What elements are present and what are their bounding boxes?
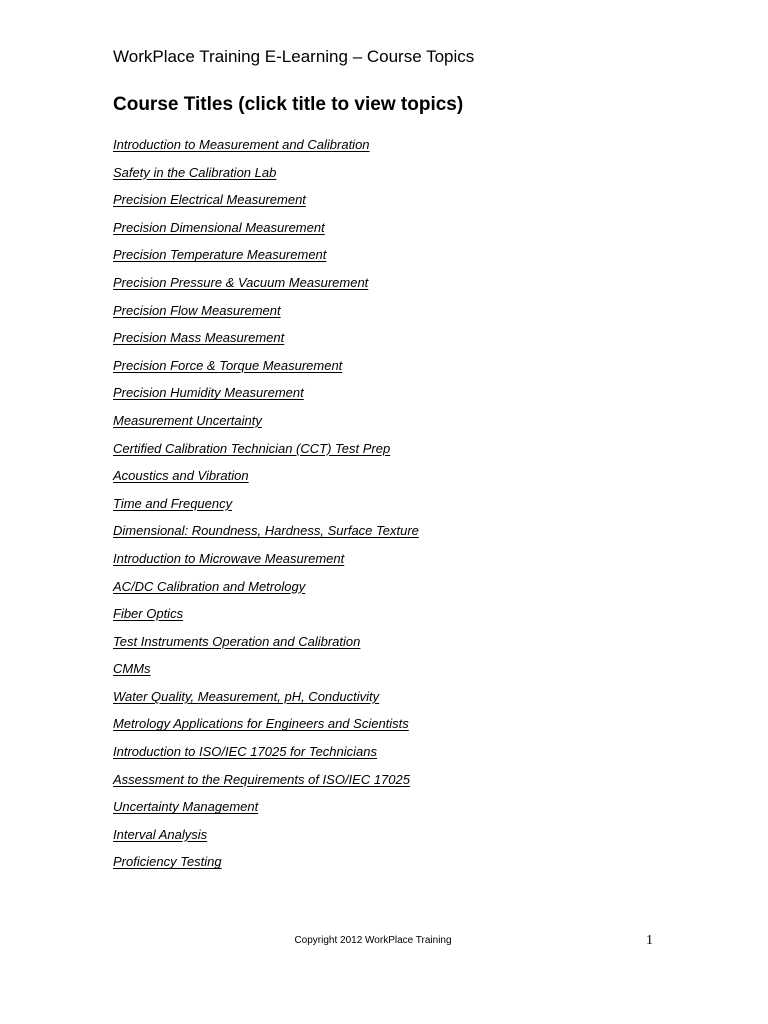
course-link-precision-temperature-measurement[interactable]: Precision Temperature Measurement — [113, 247, 327, 263]
course-titles-heading: Course Titles (click title to view topics) — [113, 94, 464, 115]
list-item — [113, 660, 419, 688]
course-link-dimensional-roundness-hardness-surface-texture[interactable]: Dimensional: Roundness, Hardness, Surface Texture — [113, 523, 419, 539]
list-item — [113, 329, 419, 357]
list-item — [113, 771, 419, 799]
list-item — [113, 384, 419, 412]
list-item — [113, 412, 419, 440]
list-item — [113, 578, 419, 606]
course-link-precision-electrical-measurement[interactable]: Precision Electrical Measurement — [113, 192, 306, 208]
list-item — [113, 467, 419, 495]
course-link-precision-dimensional-measurement[interactable]: Precision Dimensional Measurement — [113, 219, 325, 235]
list-item — [113, 522, 419, 550]
course-link-assessment-to-requirements-of-iso-iec-17025[interactable]: Assessment to the Requirements of ISO/IEC 17025 — [113, 771, 410, 787]
list-item — [113, 633, 419, 661]
list-item — [113, 357, 419, 385]
list-item — [113, 191, 419, 219]
list-item — [113, 219, 419, 247]
course-link-uncertainty-management[interactable]: Uncertainty Management — [113, 799, 259, 815]
course-link-precision-flow-measurement[interactable]: Precision Flow Measurement — [113, 302, 281, 318]
list-item — [113, 688, 419, 716]
course-link-introduction-to-measurement-and-calibration[interactable]: Introduction to Measurement and Calibration — [113, 137, 370, 152]
course-link-cmms[interactable]: CMMs — [113, 661, 151, 677]
list-item — [113, 715, 419, 743]
course-link-measurement-uncertainty[interactable]: Measurement Uncertainty — [113, 412, 262, 428]
document-header: WorkPlace Training E-Learning – Course Topics — [113, 47, 475, 66]
course-link-introduction-to-iso-iec-17025-for-technicians[interactable]: Introduction to ISO/IEC 17025 for Technicians — [113, 744, 378, 760]
list-item — [113, 743, 419, 771]
course-link-acdc-calibration-and-metrology[interactable]: AC/DC Calibration and Metrology — [113, 578, 306, 594]
list-item — [113, 246, 419, 274]
course-link-precision-force-torque-measurement[interactable]: Precision Force & Torque Measurement — [113, 357, 343, 373]
course-link-precision-mass-measurement[interactable]: Precision Mass Measurement — [113, 330, 285, 346]
course-list — [113, 136, 419, 881]
list-item — [113, 853, 419, 881]
course-link-metrology-applications-for-engineers-and-scientists[interactable]: Metrology Applications for Engineers and Scientists — [113, 716, 409, 732]
list-item — [113, 440, 419, 468]
course-link-test-instruments-operation-and-calibration[interactable]: Test Instruments Operation and Calibration — [113, 633, 361, 649]
course-link-water-quality-measurement-ph-conductivity[interactable]: Water Quality, Measurement, pH, Conductivity — [113, 688, 380, 704]
course-link-proficiency-testing[interactable]: Proficiency Testing — [113, 854, 222, 870]
list-item — [113, 826, 419, 854]
list-item — [113, 136, 419, 164]
footer-copyright: Copyright 2012 WorkPlace Training — [294, 935, 452, 946]
page-number: 1 — [646, 933, 653, 948]
course-link-fiber-optics[interactable]: Fiber Optics — [113, 606, 184, 622]
list-item — [113, 274, 419, 302]
course-link-time-and-frequency[interactable]: Time and Frequency — [113, 495, 233, 511]
list-item — [113, 302, 419, 330]
course-link-interval-analysis[interactable]: Interval Analysis — [113, 826, 208, 842]
course-link-introduction-to-microwave-measurement[interactable]: Introduction to Microwave Measurement — [113, 550, 345, 566]
list-item — [113, 495, 419, 523]
course-link-precision-humidity-measurement[interactable]: Precision Humidity Measurement — [113, 385, 304, 401]
course-link-acoustics-and-vibration[interactable]: Acoustics and Vibration — [113, 468, 249, 484]
course-link-cct-test-prep[interactable]: Certified Calibration Technician (CCT) Test Prep — [113, 440, 391, 456]
list-item — [113, 605, 419, 633]
list-item — [113, 798, 419, 826]
course-link-precision-pressure-vacuum-measurement[interactable]: Precision Pressure & Vacuum Measurement — [113, 274, 369, 290]
course-link-safety-in-the-calibration-lab[interactable]: Safety in the Calibration Lab — [113, 164, 277, 180]
list-item — [113, 164, 419, 192]
list-item — [113, 550, 419, 578]
